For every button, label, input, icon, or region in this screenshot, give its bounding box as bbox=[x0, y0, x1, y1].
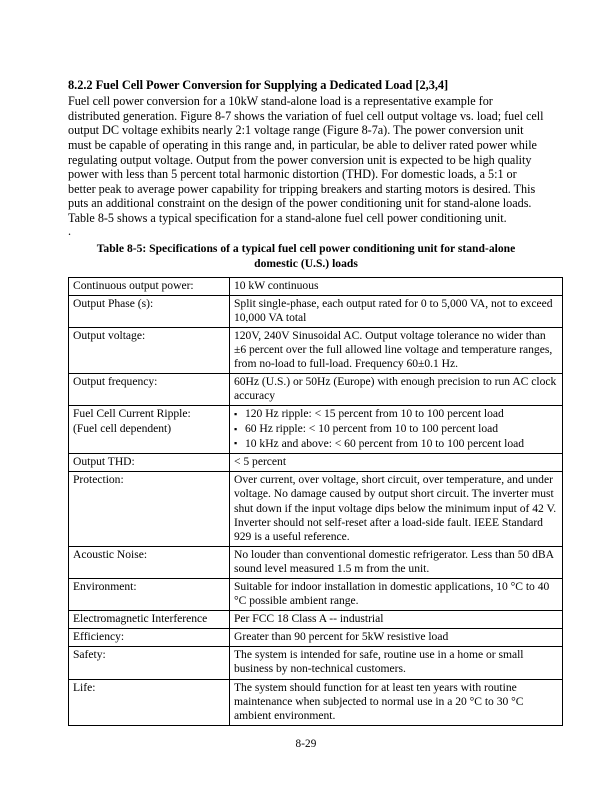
row-label: Output Phase (s): bbox=[69, 295, 230, 327]
row-label: Continuous output power: bbox=[69, 277, 230, 295]
table-row bbox=[69, 629, 563, 647]
row-value: No louder than conventional domestic refrigerator. Less than 50 dBA sound level measured 1.5 m from the unit. bbox=[230, 546, 563, 578]
row-label: Efficiency: bbox=[69, 629, 230, 647]
table-row bbox=[69, 546, 563, 578]
row-label: Output voltage: bbox=[69, 327, 230, 373]
row-label: Safety: bbox=[69, 647, 230, 679]
stray-period: . bbox=[68, 224, 72, 239]
row-label: Life: bbox=[69, 679, 230, 725]
table-row bbox=[69, 277, 563, 295]
table-caption: Table 8-5: Specifications of a typical fuel cell power conditioning unit for stand-alone domestic (U.S.) loads bbox=[96, 242, 516, 270]
table-row bbox=[69, 647, 563, 679]
ripple-bullet-list bbox=[234, 407, 558, 451]
section-heading: 8.2.2 Fuel Cell Power Conversion for Supplying a Dedicated Load [2,3,4] bbox=[68, 78, 449, 92]
page-content bbox=[68, 78, 557, 726]
row-value: 60Hz (U.S.) or 50Hz (Europe) with enough precision to run AC clock accuracy bbox=[230, 374, 563, 406]
row-label: Acoustic Noise: bbox=[69, 546, 230, 578]
table-row bbox=[69, 578, 563, 610]
table-row bbox=[69, 679, 563, 725]
row-value: Over current, over voltage, short circuit, over temperature, and under voltage. No damage caused by output short circuit. The inverter must shut down if the input voltage dips below the minimum input of 42 V. Inverter should not self-reset after a load-side fault. IEEE Standard 929 is a useful reference. bbox=[230, 472, 563, 546]
list-item: ▪ 10 kHz and above: < 60 percent from 10 to 100 percent load bbox=[234, 437, 558, 452]
table-row bbox=[69, 454, 563, 472]
list-item: ▪ 120 Hz ripple: < 15 percent from 10 to 100 percent load bbox=[234, 407, 558, 422]
row-value: Per FCC 18 Class A -- industrial bbox=[230, 611, 563, 629]
list-item: ▪ 60 Hz ripple: < 10 percent from 10 to 100 percent load bbox=[234, 422, 558, 437]
row-label: Output frequency: bbox=[69, 374, 230, 406]
row-value: 120V, 240V Sinusoidal AC. Output voltage tolerance no wider than ±6 percent over the full allowed line voltage and temperature ranges, from no-load to full-load. Frequency 60±0.1 Hz. bbox=[230, 327, 563, 373]
table-row bbox=[69, 406, 563, 454]
body-paragraph: Fuel cell power conversion for a 10kW stand-alone load is a representative example for distributed generation. Figure 8-7 shows the variation of fuel cell output voltage vs. load; fuel cell output DC voltage exhibits nearly 2:1 voltage range (Figure 8-7a). The power conversion unit must be capable of operating in this range and, in particular, be able to deliver rated power while regulating output voltage. Output from the power conversion unit is expected to be high quality power with less than 5 percent total harmonic distortion (THD). For domestic loads, a 5:1 or better peak to average power capability for tripping breakers and starting motors is desired. This puts an additional constraint on the design of the power conditioning unit for stand-alone loads. Table 8-5 shows a typical specification for a stand-alone fuel cell power conditioning unit. bbox=[68, 94, 544, 225]
table-row bbox=[69, 611, 563, 629]
table-row bbox=[69, 327, 563, 373]
row-value: Suitable for indoor installation in domestic applications, 10 °C to 40 °C possible ambient range. bbox=[230, 578, 563, 610]
row-value: Split single-phase, each output rated for 0 to 5,000 VA, not to exceed 10,000 VA total bbox=[230, 295, 563, 327]
row-value: The system should function for at least ten years with routine maintenance when subjected to normal use in a 20 °C to 30 °C ambient environment. bbox=[230, 679, 563, 725]
row-label bbox=[69, 406, 230, 454]
row-value bbox=[230, 406, 563, 454]
row-label: Electromagnetic Interference bbox=[69, 611, 230, 629]
row-label-line-2: (Fuel cell dependent) bbox=[73, 421, 172, 435]
row-value: Greater than 90 percent for 5kW resistive load bbox=[230, 629, 563, 647]
table-row bbox=[69, 295, 563, 327]
specifications-table bbox=[68, 277, 563, 726]
row-value: The system is intended for safe, routine use in a home or small business by non-technical customers. bbox=[230, 647, 563, 679]
row-value: < 5 percent bbox=[230, 454, 563, 472]
table-row bbox=[69, 374, 563, 406]
table-row bbox=[69, 472, 563, 546]
page-number: 8-29 bbox=[295, 738, 317, 750]
row-label: Environment: bbox=[69, 578, 230, 610]
row-label-line-1: Fuel Cell Current Ripple: bbox=[73, 407, 191, 421]
row-label: Protection: bbox=[69, 472, 230, 546]
row-value: 10 kW continuous bbox=[230, 277, 563, 295]
row-label: Output THD: bbox=[69, 454, 230, 472]
